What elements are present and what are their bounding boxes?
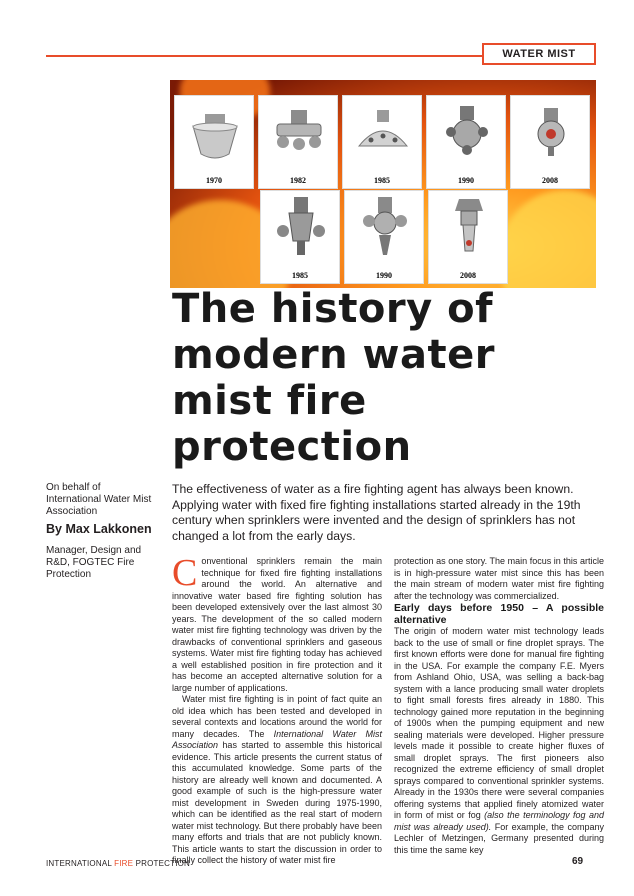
year-label: 1970: [206, 176, 222, 185]
paragraph-text: Water mist fire fighting is in point of fact quite an old idea which has been tested and developed in several contexts and locations around the world for many decades. The: [172, 694, 382, 739]
sprinkler-tile-1990-b: [344, 190, 424, 284]
article-title: [172, 286, 592, 470]
body-column-left: [172, 552, 382, 867]
title-line: The history of: [172, 286, 494, 332]
body-paragraph: [394, 626, 604, 856]
sprinkler-tile-1985: [342, 95, 422, 189]
year-label: 1985: [292, 271, 308, 280]
header-rule: [46, 55, 482, 57]
sprinkler-tile-1982: [258, 95, 338, 189]
sprinkler-image: [343, 96, 423, 176]
publication-name-part: INTERNATIONAL: [46, 859, 115, 868]
body-paragraph: [172, 694, 382, 867]
publication-name-part: PROTECTION: [133, 859, 191, 868]
byline-author: By Max Lakkonen: [46, 522, 152, 536]
publication-name: [46, 859, 190, 868]
paragraph-text: onventional sprinklers remain the main technique for fixed fire fighting installations around the world. An alternative and innovative water based fire fighting solution has been developed extensively over the last almost 30 years. The development of the so called modern water mist fire fighting technology was driven by the drawbacks of conventional sprinklers and gaseous systems. Water mist fire fighting today has achieved a well established position in fire protection and it has become an accepted alternative solution for a large number of applications.: [172, 556, 382, 693]
year-label: 1990: [458, 176, 474, 185]
sprinkler-image: [345, 191, 425, 271]
byline-role: Manager, Design and R&D, FOGTEC Fire Protection: [46, 545, 142, 580]
title-line: modern water: [172, 332, 495, 378]
sprinkler-image: [511, 96, 591, 176]
section-tag: WATER MIST: [482, 43, 596, 65]
association-name: International Water Mist Association: [172, 728, 382, 750]
paragraph-text: has started to assemble this historical evidence. This article presents the current status of this accumulated knowledge. Some parts of the history are already well known and documented. A good example of such is the high-pressure water mist development in Sweden during 1975-1990, which can be identified as the real start of modern water mist technology. But there probably have been many efforts and trials that are not publicly known. This article wants to start the discussion in order to finally collect the history of water mist fire: [172, 740, 382, 865]
sprinkler-tile-2008-b: [428, 190, 508, 284]
terminology-note: (also the terminology fog and mist was already used).: [394, 810, 604, 832]
sprinkler-tile-1990: [426, 95, 506, 189]
body-paragraph: [172, 552, 382, 694]
page-number: 69: [572, 856, 584, 867]
year-label: 1990: [376, 271, 392, 280]
title-line: protection: [172, 424, 412, 470]
article-lede: The effectiveness of water as a fire fighting agent has always been known. Applying water with fixed fire fighting installations started already in the 19th century when sprinklers were invented and the design of sprinklers has not changed a lot from the early days.: [172, 482, 581, 543]
year-label: 1985: [374, 176, 390, 185]
paragraph-text: The origin of modern water mist technology leads back to the use of small or fine droplet sprays. The first known efforts were done for manual fire fighting in the USA. For example the company F.E. Myers from Ashland Ohio, USA, was selling a back-bag system with a lance producing small water droplets to fight small forests fires already in 1880. This technology gained more reputation in the beginning of 1900s when the pumping equipment and new sealing materials were developed. Higher pressure levels made it possible to create higher fluxes of small droplet sprays. The first pioneers also recognized the extreme efficiency of small droplet sprays compared to conventional sprinkler systems. Already in the 1930s there were several companies offering systems that applied finely atomized water in form of mist or fog: [394, 626, 604, 820]
body-column-right: [394, 556, 604, 856]
drop-cap: C: [172, 552, 198, 594]
byline-affiliation: On behalf of International Water Mist Association: [46, 482, 152, 517]
sprinkler-tile-1985-b: [260, 190, 340, 284]
sprinkler-image: [261, 191, 341, 271]
section-subheading: Early days before 1950 – A possible alternative: [394, 602, 604, 626]
sprinkler-tile-2008: [510, 95, 590, 189]
sprinkler-tile-1970: [174, 95, 254, 189]
author-byline: [46, 482, 156, 581]
year-label: 2008: [542, 176, 558, 185]
sprinkler-image: [175, 96, 255, 176]
paragraph-text: For example, the company Lechler of Metzingen, Germany presented during this time the same key: [394, 821, 604, 855]
body-paragraph: protection as one story. The main focus in this article is in high-pressure water mist since this has been the main stream of modern water mist fire fighting after the technology was commercialized.: [394, 556, 604, 601]
year-label: 2008: [460, 271, 476, 280]
publication-name-accent: FIRE: [114, 859, 134, 868]
sprinkler-image: [259, 96, 339, 176]
sprinkler-image: [429, 191, 509, 271]
flame-shape: [500, 190, 596, 288]
title-line: mist fire: [172, 378, 367, 424]
sprinkler-figure: [170, 80, 596, 288]
sprinkler-image: [427, 96, 507, 176]
year-label: 1982: [290, 176, 306, 185]
